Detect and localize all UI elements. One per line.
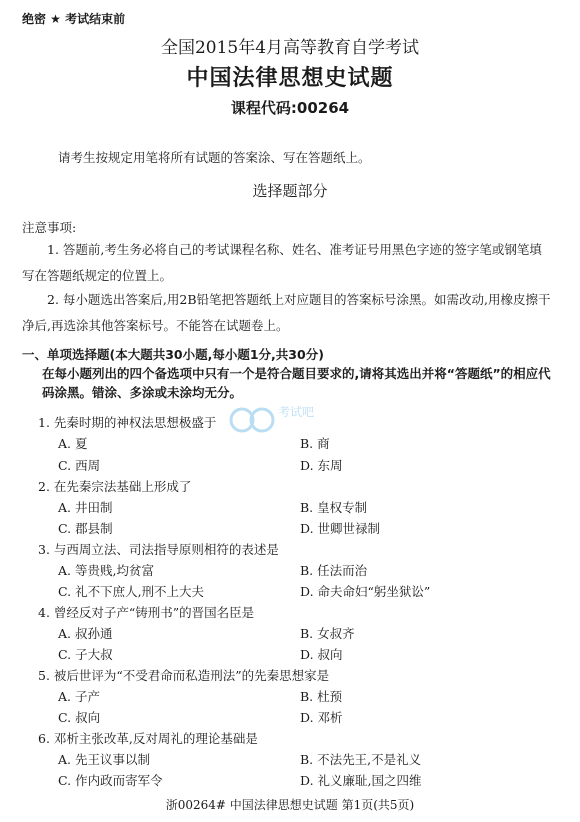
answer-option: B. 杜预 <box>300 689 343 704</box>
question-stem: 1. 先秦时期的神权法思想极盛于 <box>38 415 217 430</box>
answer-option: D. 叔向 <box>300 647 343 662</box>
answer-option: C. 作内政而寄军令 <box>58 773 163 788</box>
answer-option: A. 夏 <box>58 436 88 451</box>
answer-option: C. 西周 <box>58 458 101 473</box>
answer-option: C. 叔向 <box>58 710 101 725</box>
answer-option: B. 不法先王,不是礼义 <box>300 752 422 767</box>
note-item: 1. 答题前,考生务必将自己的考试课程名称、姓名、准考证号用黑色字迹的签字笔或钢笔填写在答题纸规定的位置上。 <box>22 242 542 283</box>
part-description: 在每小题列出的四个备选项中只有一个是符合题目要求的,请将其选出并将“答题纸”的相应代码涂黑。错涂、多涂或未涂均无分。 <box>42 366 551 400</box>
question-stem: 5. 被后世评为“不受君命而私造刑法”的先秦思想家是 <box>38 668 330 683</box>
question-stem: 4. 曾经反对子产“铸刑书”的晋国名臣是 <box>38 605 255 620</box>
answer-option: C. 郡县制 <box>58 521 113 536</box>
answer-option: A. 叔孙通 <box>58 626 113 641</box>
question-stem: 3. 与西周立法、司法指导原则相符的表述是 <box>38 542 279 557</box>
secret-label: 绝密 ★ 考试结束前 <box>22 12 126 26</box>
course-code: 课程代码:00264 <box>230 99 350 117</box>
question-stem: 6. 邓析主张改革,反对周礼的理论基础是 <box>38 731 258 746</box>
answer-option: D. 邓析 <box>300 710 343 725</box>
answer-option: A. 等贵贱,均贫富 <box>58 563 154 578</box>
part-heading: 一、单项选择题(本大题共30小题,每小题1分,共30分) <box>22 347 324 362</box>
answer-option: B. 皇权专制 <box>300 500 368 515</box>
answer-option: D. 礼义廉耻,国之四维 <box>300 773 422 788</box>
answer-option: B. 商 <box>300 436 330 451</box>
answer-option: C. 礼不下庶人,刑不上大夫 <box>58 584 205 599</box>
page-footer: 浙00264# 中国法律思想史试题 第1页(共5页) <box>165 798 415 812</box>
answer-option: D. 世卿世禄制 <box>300 521 381 536</box>
exam-title: 中国法律思想史试题 <box>186 66 394 91</box>
question-stem: 2. 在先秦宗法基础上形成了 <box>38 479 192 494</box>
watermark-logo <box>228 398 338 438</box>
answer-option: A. 子产 <box>58 689 100 704</box>
answer-instruction: 请考生按规定用笔将所有试题的答案涂、写在答题纸上。 <box>58 150 371 165</box>
answer-option: B. 任法而治 <box>300 563 368 578</box>
section-title: 选择题部分 <box>252 182 328 200</box>
note-item: 2. 每小题选出答案后,用2B铅笔把答题纸上对应题目的答案标号涂黑。如需改动,用橡皮擦干净后,再选涂其他答案标号。不能答在试题卷上。 <box>22 292 551 333</box>
answer-option: B. 女叔齐 <box>300 626 355 641</box>
notes-label: 注意事项: <box>22 220 77 235</box>
answer-option: A. 先王议事以制 <box>58 752 150 767</box>
answer-option: D. 东周 <box>300 458 343 473</box>
watermark-text: 考试吧 <box>278 405 315 419</box>
answer-option: A. 井田制 <box>58 500 113 515</box>
answer-option: C. 子大叔 <box>58 647 113 662</box>
answer-option: D. 命夫命妇“躬坐狱讼” <box>300 584 431 599</box>
exam-session-line: 全国2015年4月高等教育自学考试 <box>160 38 420 58</box>
